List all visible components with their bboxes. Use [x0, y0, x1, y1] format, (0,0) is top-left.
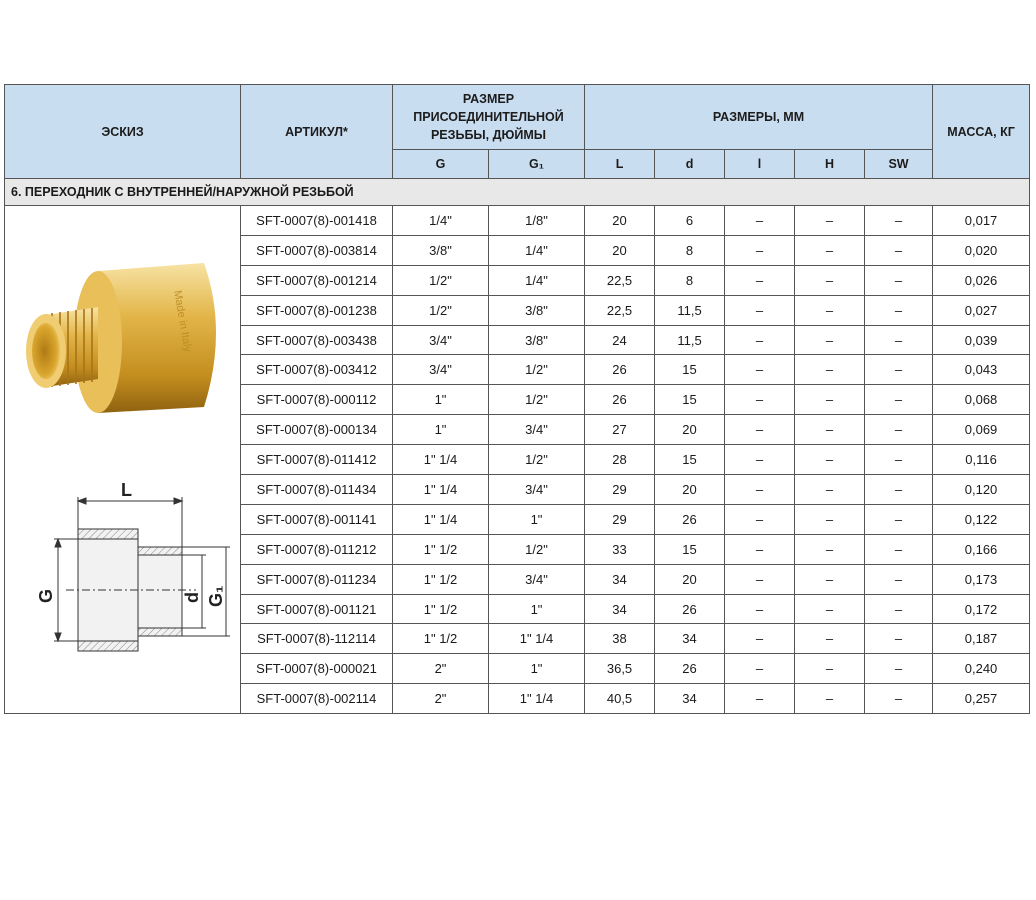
cell-d: 15	[655, 355, 725, 385]
cell-l: 26	[585, 355, 655, 385]
header-col-d: d	[655, 150, 725, 179]
cell-g1: 1"	[489, 504, 585, 534]
header-col-sw: SW	[865, 150, 933, 179]
drawing-label-d: d	[181, 592, 202, 604]
cell-mass: 0,043	[933, 355, 1030, 385]
cell-d: 8	[655, 235, 725, 265]
cell-g: 2"	[393, 654, 489, 684]
cell-l: –	[725, 385, 795, 415]
cell-mass: 0,069	[933, 415, 1030, 445]
cell-g1: 1"	[489, 654, 585, 684]
cell-article: SFT-0007(8)-000134	[241, 415, 393, 445]
cell-g: 1" 1/2	[393, 624, 489, 654]
header-sketch: ЭСКИЗ	[5, 85, 241, 179]
cell-h: –	[795, 594, 865, 624]
cell-l: 36,5	[585, 654, 655, 684]
cell-sw: –	[865, 235, 933, 265]
cell-mass: 0,120	[933, 475, 1030, 505]
cell-g1: 1/2"	[489, 534, 585, 564]
cell-article: SFT-0007(8)-003438	[241, 325, 393, 355]
cell-g1: 1/8"	[489, 206, 585, 236]
cell-g1: 1/4"	[489, 265, 585, 295]
cell-g: 1/2"	[393, 295, 489, 325]
cell-mass: 0,257	[933, 684, 1030, 714]
table-row	[5, 206, 1030, 236]
cell-g: 1" 1/2	[393, 594, 489, 624]
cell-g1: 1/2"	[489, 445, 585, 475]
cell-h: –	[795, 534, 865, 564]
drawing-label-l: L	[120, 480, 132, 501]
cell-g1: 3/8"	[489, 325, 585, 355]
cell-g1: 1/2"	[489, 355, 585, 385]
cell-l: –	[725, 415, 795, 445]
cell-h: –	[795, 684, 865, 714]
cell-h: –	[795, 295, 865, 325]
cell-h: –	[795, 355, 865, 385]
cell-l: 22,5	[585, 265, 655, 295]
cell-d: 15	[655, 385, 725, 415]
technical-drawing	[36, 480, 230, 651]
cell-sw: –	[865, 206, 933, 236]
cell-d: 6	[655, 206, 725, 236]
cell-article: SFT-0007(8)-000021	[241, 654, 393, 684]
cell-l: –	[725, 594, 795, 624]
cell-sw: –	[865, 564, 933, 594]
cell-g: 1/4"	[393, 206, 489, 236]
cell-l: 24	[585, 325, 655, 355]
fitting-photo	[26, 263, 216, 413]
cell-article: SFT-0007(8)-011434	[241, 475, 393, 505]
cell-l: –	[725, 654, 795, 684]
cell-article: SFT-0007(8)-011234	[241, 564, 393, 594]
cell-d: 11,5	[655, 295, 725, 325]
photo-engraving: Made in Italy	[170, 289, 194, 354]
cell-sw: –	[865, 534, 933, 564]
cell-l: –	[725, 206, 795, 236]
cell-l: –	[725, 265, 795, 295]
cell-l: 29	[585, 504, 655, 534]
cell-article: SFT-0007(8)-001141	[241, 504, 393, 534]
cell-g: 1" 1/4	[393, 475, 489, 505]
cell-mass: 0,166	[933, 534, 1030, 564]
cell-h: –	[795, 654, 865, 684]
cell-article: SFT-0007(8)-003814	[241, 235, 393, 265]
cell-h: –	[795, 504, 865, 534]
cell-d: 15	[655, 534, 725, 564]
cell-g: 1/2"	[393, 265, 489, 295]
cell-article: SFT-0007(8)-003412	[241, 355, 393, 385]
cell-g1: 1/2"	[489, 385, 585, 415]
cell-l: –	[725, 534, 795, 564]
cell-l: 38	[585, 624, 655, 654]
cell-g1: 3/4"	[489, 415, 585, 445]
cell-mass: 0,026	[933, 265, 1030, 295]
cell-sw: –	[865, 325, 933, 355]
cell-l: 27	[585, 415, 655, 445]
cell-g1: 1" 1/4	[489, 684, 585, 714]
cell-mass: 0,122	[933, 504, 1030, 534]
cell-mass: 0,020	[933, 235, 1030, 265]
cell-g: 3/8"	[393, 235, 489, 265]
cell-g: 1" 1/4	[393, 504, 489, 534]
header-col-small-l: l	[725, 150, 795, 179]
cell-g1: 1"	[489, 594, 585, 624]
cell-l: –	[725, 504, 795, 534]
cell-g: 1" 1/2	[393, 564, 489, 594]
cell-d: 26	[655, 594, 725, 624]
cell-g: 1"	[393, 415, 489, 445]
cell-sw: –	[865, 594, 933, 624]
cell-g: 1"	[393, 385, 489, 415]
cell-sw: –	[865, 504, 933, 534]
cell-mass: 0,116	[933, 445, 1030, 475]
cell-h: –	[795, 265, 865, 295]
cell-d: 8	[655, 265, 725, 295]
cell-mass: 0,187	[933, 624, 1030, 654]
cell-l: –	[725, 445, 795, 475]
cell-sw: –	[865, 684, 933, 714]
cell-l: –	[725, 355, 795, 385]
cell-d: 20	[655, 475, 725, 505]
header-mass: МАССА, КГ	[933, 85, 1030, 179]
cell-sw: –	[865, 445, 933, 475]
cell-g: 1" 1/2	[393, 534, 489, 564]
cell-g: 1" 1/4	[393, 445, 489, 475]
cell-l: 29	[585, 475, 655, 505]
cell-g1: 1" 1/4	[489, 624, 585, 654]
cell-d: 11,5	[655, 325, 725, 355]
cell-l: –	[725, 235, 795, 265]
drawing-label-g1: G₁	[205, 585, 226, 608]
section-title: 6. ПЕРЕХОДНИК С ВНУТРЕННЕЙ/НАРУЖНОЙ РЕЗЬБОЙ	[5, 179, 1030, 206]
cell-article: SFT-0007(8)-000112	[241, 385, 393, 415]
cell-article: SFT-0007(8)-011412	[241, 445, 393, 475]
header-col-g1: G₁	[489, 150, 585, 179]
cell-mass: 0,240	[933, 654, 1030, 684]
spec-table	[4, 84, 1030, 714]
cell-d: 34	[655, 684, 725, 714]
cell-d: 26	[655, 504, 725, 534]
cell-g: 3/4"	[393, 355, 489, 385]
cell-d: 15	[655, 445, 725, 475]
cell-g: 2"	[393, 684, 489, 714]
cell-l: 20	[585, 235, 655, 265]
cell-sw: –	[865, 355, 933, 385]
sketch-cell	[5, 206, 241, 714]
cell-mass: 0,068	[933, 385, 1030, 415]
cell-sw: –	[865, 654, 933, 684]
cell-l: 26	[585, 385, 655, 415]
cell-h: –	[795, 445, 865, 475]
cell-l: –	[725, 295, 795, 325]
cell-l: 34	[585, 594, 655, 624]
cell-d: 26	[655, 654, 725, 684]
cell-g1: 3/4"	[489, 564, 585, 594]
cell-sw: –	[865, 265, 933, 295]
cell-l: 20	[585, 206, 655, 236]
drawing-label-g: G	[35, 589, 56, 604]
header-col-h: H	[795, 150, 865, 179]
cell-article: SFT-0007(8)-112114	[241, 624, 393, 654]
cell-sw: –	[865, 415, 933, 445]
cell-h: –	[795, 564, 865, 594]
cell-l: 22,5	[585, 295, 655, 325]
cell-g1: 3/4"	[489, 475, 585, 505]
cell-sw: –	[865, 385, 933, 415]
cell-h: –	[795, 206, 865, 236]
cell-g1: 3/8"	[489, 295, 585, 325]
cell-h: –	[795, 235, 865, 265]
cell-d: 34	[655, 624, 725, 654]
cell-h: –	[795, 325, 865, 355]
cell-h: –	[795, 415, 865, 445]
cell-mass: 0,017	[933, 206, 1030, 236]
cell-sw: –	[865, 475, 933, 505]
cell-l: 33	[585, 534, 655, 564]
header-col-l: L	[585, 150, 655, 179]
header-article: АРТИКУЛ*	[241, 85, 393, 179]
cell-article: SFT-0007(8)-001121	[241, 594, 393, 624]
cell-d: 20	[655, 415, 725, 445]
cell-h: –	[795, 385, 865, 415]
fitting-illustration	[6, 211, 240, 705]
cell-mass: 0,039	[933, 325, 1030, 355]
cell-mass: 0,172	[933, 594, 1030, 624]
header-thread-size: РАЗМЕР ПРИСОЕДИНИТЕЛЬНОЙ РЕЗЬБЫ, ДЮЙМЫ	[393, 85, 585, 150]
cell-h: –	[795, 475, 865, 505]
cell-h: –	[795, 624, 865, 654]
cell-mass: 0,027	[933, 295, 1030, 325]
cell-l: –	[725, 684, 795, 714]
cell-l: 34	[585, 564, 655, 594]
cell-article: SFT-0007(8)-002114	[241, 684, 393, 714]
cell-g: 3/4"	[393, 325, 489, 355]
cell-l: –	[725, 564, 795, 594]
cell-sw: –	[865, 295, 933, 325]
cell-article: SFT-0007(8)-001418	[241, 206, 393, 236]
cell-l: 28	[585, 445, 655, 475]
cell-l: –	[725, 325, 795, 355]
cell-l: 40,5	[585, 684, 655, 714]
cell-d: 20	[655, 564, 725, 594]
header-col-g: G	[393, 150, 489, 179]
cell-g1: 1/4"	[489, 235, 585, 265]
cell-mass: 0,173	[933, 564, 1030, 594]
header-dimensions: РАЗМЕРЫ, ММ	[585, 85, 933, 150]
cell-l: –	[725, 624, 795, 654]
cell-l: –	[725, 475, 795, 505]
cell-article: SFT-0007(8)-001238	[241, 295, 393, 325]
cell-sw: –	[865, 624, 933, 654]
cell-article: SFT-0007(8)-001214	[241, 265, 393, 295]
cell-article: SFT-0007(8)-011212	[241, 534, 393, 564]
